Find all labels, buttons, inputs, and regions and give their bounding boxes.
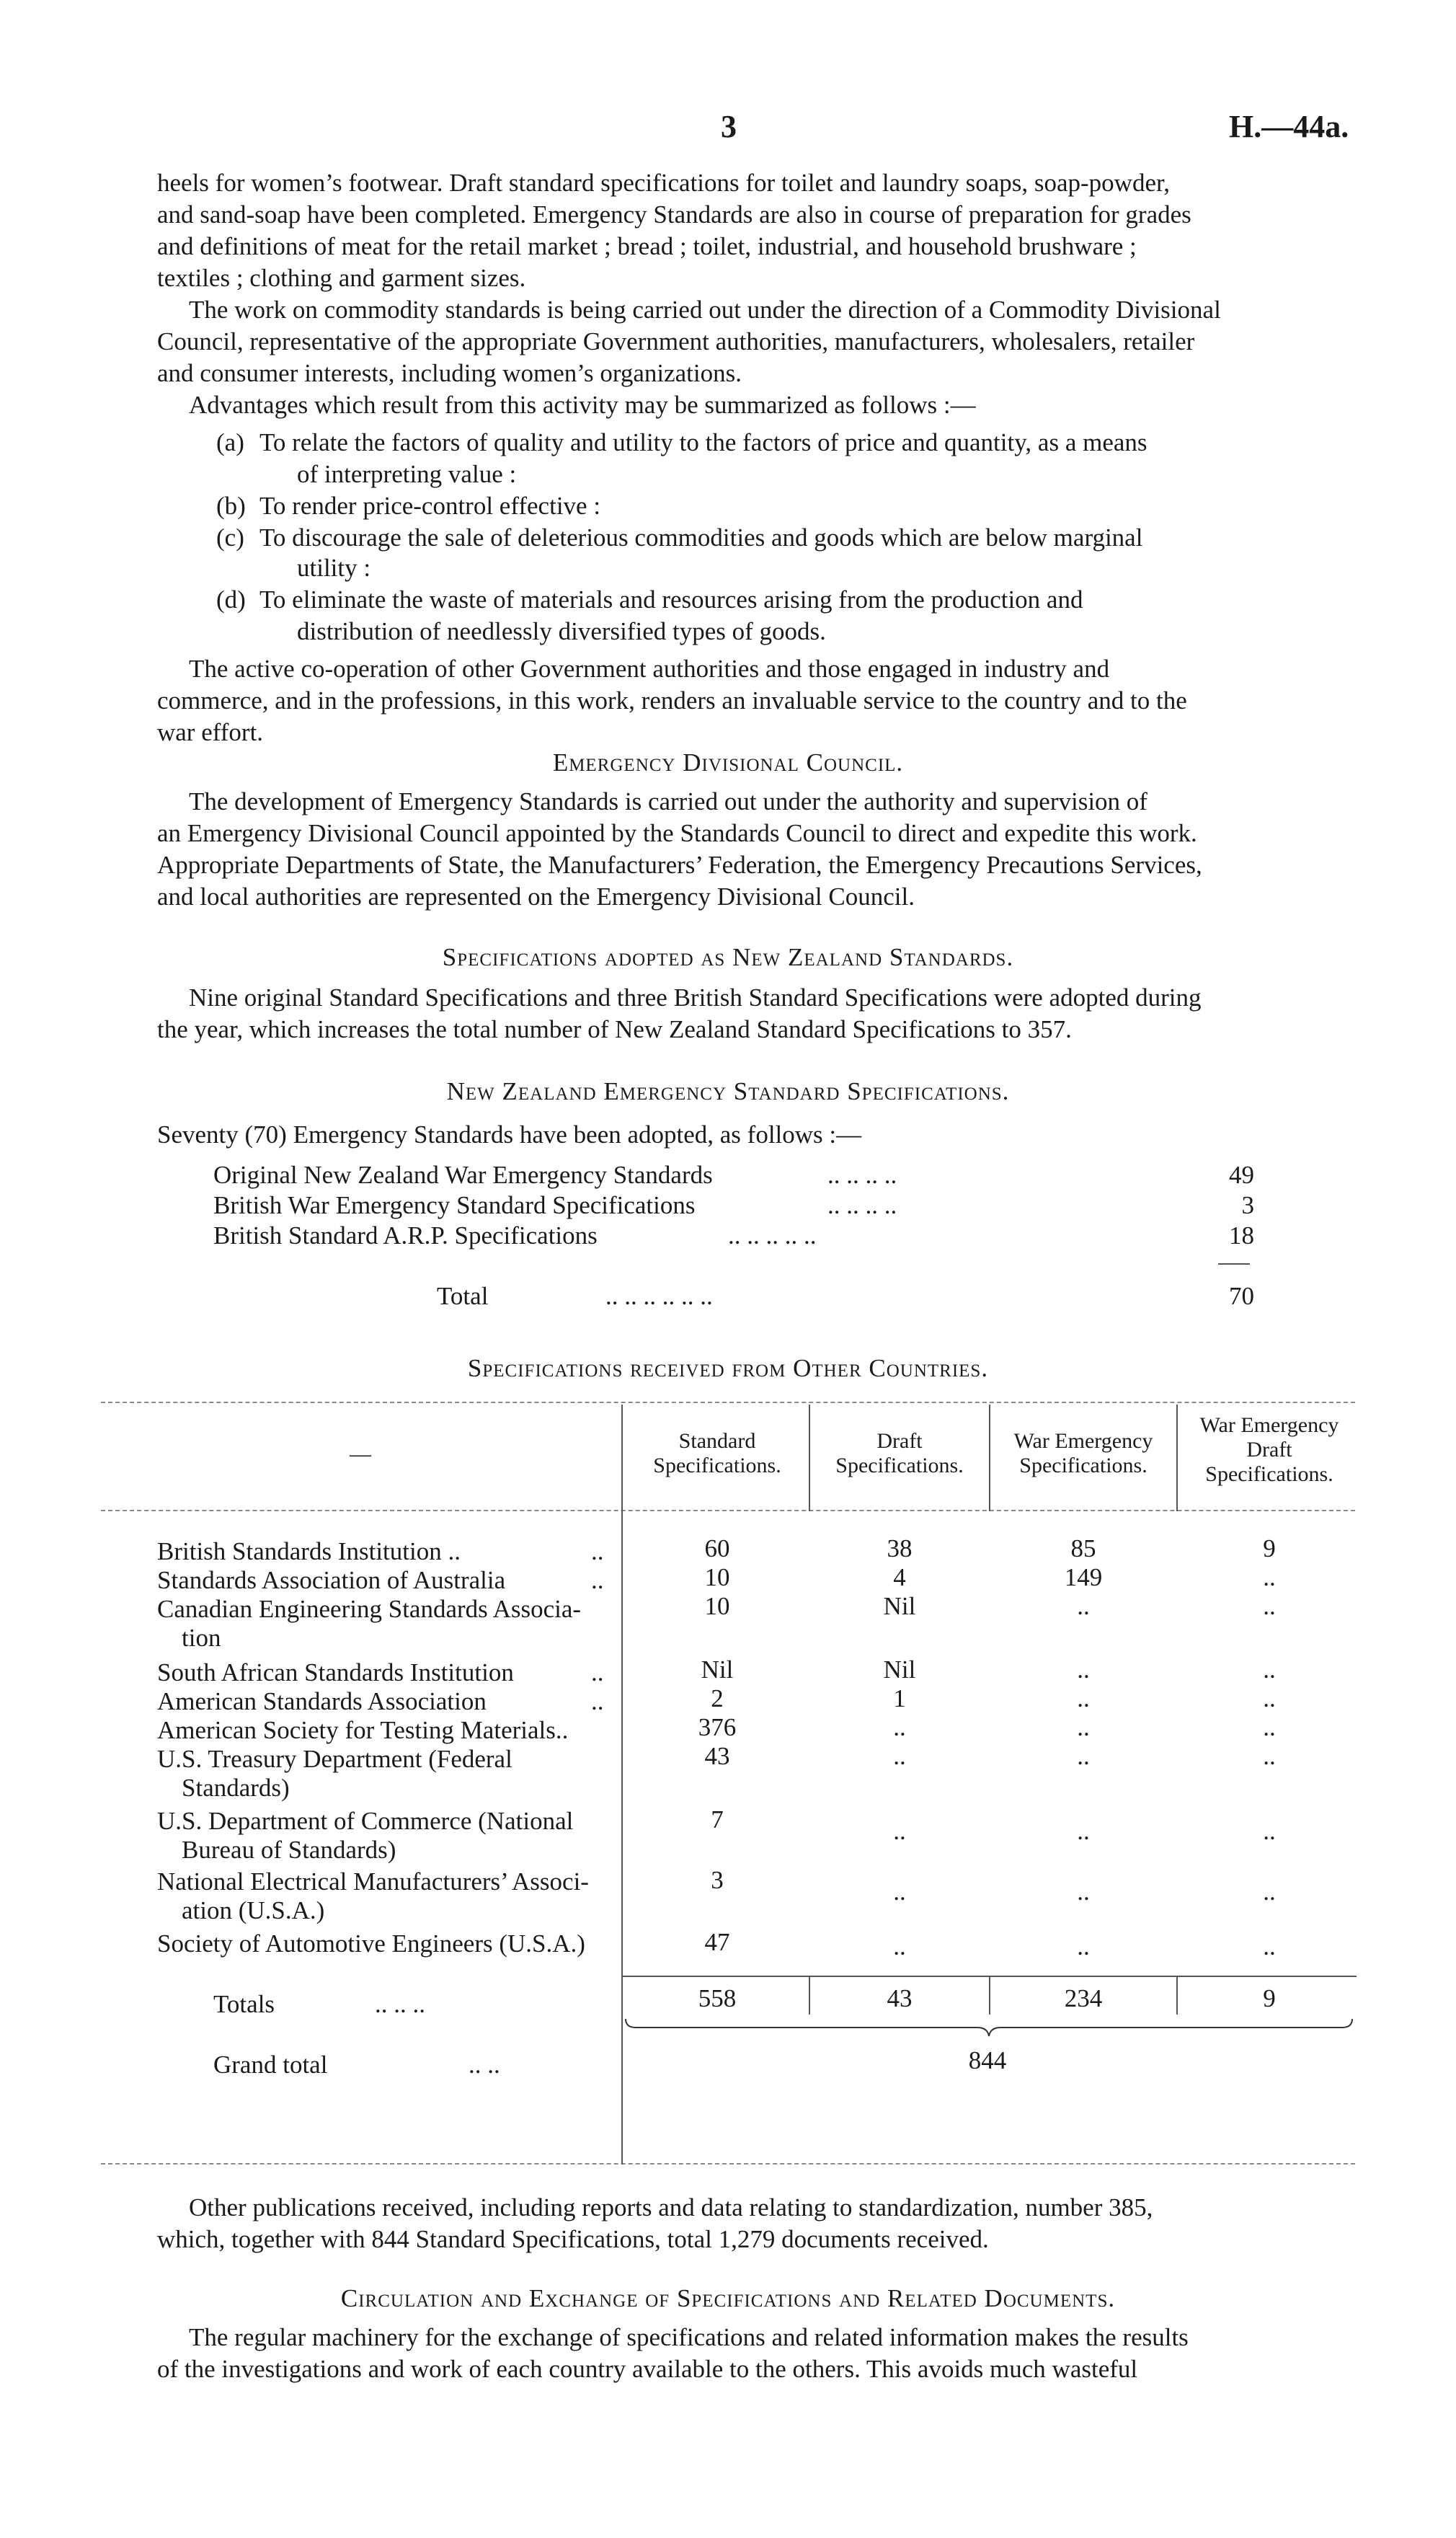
leader-dots: .. .. .. .. .. ..	[605, 1282, 713, 1310]
column-header-blank: —	[350, 1442, 371, 1466]
leader-dots: .. ..	[469, 2051, 500, 2079]
row-label: South African Standards Institution	[157, 1658, 514, 1686]
row-label-continued: Standards)	[182, 1774, 290, 1802]
cell-war-draft: ..	[1263, 1817, 1276, 1845]
paragraph-line: The development of Emergency Standards is carried out under the authority and supervision of	[189, 787, 1148, 815]
list-item-text: To render price-control effective :	[259, 492, 601, 520]
paragraph-line: textiles ; clothing and garment sizes.	[157, 264, 526, 292]
list-item-text: of interpreting value :	[297, 460, 517, 488]
list-item-text: distribution of needlessly diversified types of goods.	[297, 617, 826, 645]
list-item-text: To relate the factors of quality and utility to the factors of price and quantity, as a means	[259, 428, 1148, 456]
table-header-rule	[101, 1510, 1355, 1511]
grand-total-brace	[621, 2016, 1357, 2045]
section-heading: Emergency Divisional Council.	[552, 748, 904, 777]
leader-dots: .. .. .. .. ..	[728, 1221, 817, 1250]
page-number: 3	[721, 109, 737, 144]
totals-rule	[621, 1976, 1357, 1977]
paragraph-line: an Emergency Divisional Council appointed by the Standards Council to direct and expedite this work.	[157, 819, 1197, 847]
total-war-draft: 9	[1263, 1984, 1276, 2012]
document-reference: H.—44a.	[1229, 109, 1349, 144]
cell-draft: ..	[893, 1878, 906, 1906]
row-label: American Standards Association	[157, 1687, 487, 1715]
total-war: 234	[1064, 1984, 1103, 2012]
list-label: (c)	[216, 523, 244, 552]
section-heading: Circulation and Exchange of Specifications and Related Documents.	[340, 2284, 1116, 2312]
paragraph-line: Council, representative of the appropriate Government authorities, manufacturers, wholesalers, retailer	[157, 327, 1195, 355]
cell-standard: 10	[704, 1592, 730, 1620]
cell-war: ..	[1077, 1742, 1090, 1770]
cell-draft: Nil	[883, 1592, 916, 1620]
list-label: (a)	[216, 428, 244, 456]
paragraph-line: and consumer interests, including women’s organizations.	[157, 359, 742, 387]
leader-dots: ..	[591, 1687, 604, 1715]
row-label: U.S. Department of Commerce (National	[157, 1807, 574, 1835]
cell-standard: Nil	[701, 1655, 734, 1684]
leader-dots: ..	[591, 1566, 604, 1594]
paragraph-line: The work on commodity standards is being carried out under the direction of a Commodity Divisional	[189, 296, 1221, 324]
cell-war: ..	[1077, 1932, 1090, 1960]
cell-draft: 38	[887, 1534, 913, 1562]
summary-row-label: British War Emergency Standard Specifications	[213, 1191, 696, 1219]
totals-label: Totals	[213, 1990, 275, 2018]
total-value: 70	[1229, 1282, 1254, 1310]
row-label: Standards Association of Australia	[157, 1566, 506, 1594]
paragraph-line: the year, which increases the total number of New Zealand Standard Specifications to 357.	[157, 1015, 1072, 1043]
list-item-text: utility :	[297, 554, 371, 582]
paragraph-line: commerce, and in the professions, in this work, renders an invaluable service to the country and to the	[157, 686, 1187, 715]
column-divider	[989, 1977, 990, 2015]
summary-row-label: Original New Zealand War Emergency Standards	[213, 1161, 713, 1189]
table-top-rule	[101, 1402, 1355, 1403]
column-divider	[621, 1405, 623, 2165]
cell-standard: 3	[711, 1866, 724, 1894]
cell-draft: ..	[893, 1932, 906, 1960]
total-draft: 43	[887, 1984, 913, 2012]
cell-war: ..	[1077, 1592, 1090, 1620]
column-header-draft: Draft Specifications.	[835, 1429, 964, 1477]
row-label: Society of Automotive Engineers (U.S.A.)	[157, 1929, 585, 1958]
cell-war-draft: ..	[1263, 1878, 1276, 1906]
row-label-continued: Bureau of Standards)	[182, 1836, 396, 1864]
cell-draft: 4	[893, 1563, 906, 1591]
row-label: British Standards Institution ..	[157, 1537, 461, 1565]
leader-dots: ..	[591, 1537, 604, 1565]
cell-war-draft: ..	[1263, 1655, 1276, 1684]
list-item-text: To eliminate the waste of materials and resources arising from the production and	[259, 585, 1083, 614]
paragraph-line: Seventy (70) Emergency Standards have been adopted, as follows :—	[157, 1120, 862, 1149]
column-header-standard: Standard Specifications.	[653, 1429, 781, 1477]
list-label: (d)	[216, 585, 246, 614]
column-divider	[809, 1977, 810, 2015]
cell-war-draft: ..	[1263, 1932, 1276, 1960]
column-divider	[989, 1405, 990, 1511]
paragraph-line: Appropriate Departments of State, the Manufacturers’ Federation, the Emergency Precautions Services,	[157, 851, 1202, 879]
cell-war: ..	[1077, 1655, 1090, 1684]
cell-draft: 1	[893, 1684, 906, 1712]
summary-row-value: 49	[1229, 1161, 1254, 1189]
row-label-continued: tion	[182, 1624, 221, 1652]
row-label: American Society for Testing Materials..	[157, 1716, 569, 1744]
paragraph-line: Nine original Standard Specifications and three British Standard Specifications were adopted during	[189, 983, 1202, 1012]
cell-war-draft: ..	[1263, 1592, 1276, 1620]
section-heading: Specifications received from Other Countries.	[467, 1354, 989, 1382]
cell-war: ..	[1077, 1713, 1090, 1741]
paragraph-line: war effort.	[157, 718, 264, 746]
paragraph-line: which, together with 844 Standard Specifications, total 1,279 documents received.	[157, 2225, 989, 2253]
row-label: U.S. Treasury Department (Federal	[157, 1745, 512, 1773]
cell-standard: 43	[704, 1742, 730, 1770]
paragraph-line: and definitions of meat for the retail market ; bread ; toilet, industrial, and household brushware ;	[157, 232, 1137, 260]
cell-war-draft: ..	[1263, 1742, 1276, 1770]
cell-war-draft: ..	[1263, 1713, 1276, 1741]
paragraph-line: of the investigations and work of each country available to the others. This avoids much wasteful	[157, 2355, 1138, 2383]
cell-standard: 47	[704, 1928, 730, 1956]
column-header-war-emergency: War Emergency Specifications.	[1013, 1429, 1153, 1477]
cell-war-draft: ..	[1263, 1684, 1276, 1712]
leader-dots: .. .. ..	[375, 1990, 425, 2018]
leader-dots: .. .. .. ..	[827, 1161, 897, 1189]
paragraph-line: The active co-operation of other Government authorities and those engaged in industry and	[189, 655, 1110, 683]
summary-row-value: 18	[1229, 1221, 1254, 1250]
section-heading: Specifications adopted as New Zealand Standards.	[442, 943, 1014, 971]
column-divider	[809, 1405, 810, 1511]
list-label: (b)	[216, 492, 246, 520]
list-item-text: To discourage the sale of deleterious commodities and goods which are below marginal	[259, 523, 1143, 552]
total-standard: 558	[698, 1984, 737, 2012]
cell-war-draft: ..	[1263, 1563, 1276, 1591]
summary-row-value: 3	[1241, 1191, 1254, 1219]
advantages-intro: Advantages which result from this activity may be summarized as follows :—	[189, 391, 976, 419]
column-header-war-emergency-draft: War Emergency Draft Specifications.	[1199, 1413, 1339, 1486]
leader-dots: .. .. .. ..	[827, 1191, 897, 1219]
cell-standard: 60	[704, 1534, 730, 1562]
table-bottom-rule	[101, 2163, 1355, 2165]
cell-war-draft: 9	[1263, 1534, 1276, 1562]
summary-row-label: British Standard A.R.P. Specifications	[213, 1221, 598, 1250]
paragraph-line: and local authorities are represented on the Emergency Divisional Council.	[157, 883, 915, 911]
column-divider	[1176, 1977, 1178, 2015]
paragraph-line: heels for women’s footwear. Draft standard specifications for toilet and laundry soaps, soap-powder,	[157, 169, 1170, 197]
cell-draft: ..	[893, 1713, 906, 1741]
cell-standard: 10	[704, 1563, 730, 1591]
cell-draft: ..	[893, 1742, 906, 1770]
cell-war: ..	[1077, 1684, 1090, 1712]
column-divider	[1176, 1405, 1178, 1511]
cell-standard: 2	[711, 1684, 724, 1712]
leader-dots: ..	[591, 1658, 604, 1686]
paragraph-line: The regular machinery for the exchange of specifications and related information makes the results	[189, 2323, 1189, 2351]
cell-war: ..	[1077, 1878, 1090, 1906]
total-rule	[1218, 1263, 1250, 1265]
cell-standard: 7	[711, 1805, 724, 1834]
grand-total-label: Grand total	[213, 2051, 328, 2079]
cell-war: 85	[1070, 1534, 1096, 1562]
cell-war: 149	[1064, 1563, 1103, 1591]
paragraph-line: Other publications received, including reports and data relating to standardization, number 385,	[189, 2193, 1153, 2221]
total-label: Total	[437, 1282, 489, 1310]
paragraph-line: and sand-soap have been completed. Emergency Standards are also in course of preparation for grades	[157, 200, 1191, 229]
cell-war: ..	[1077, 1817, 1090, 1845]
row-label-continued: ation (U.S.A.)	[182, 1896, 325, 1924]
cell-standard: 376	[698, 1713, 737, 1741]
row-label: National Electrical Manufacturers’ Associ-	[157, 1867, 589, 1896]
cell-draft: ..	[893, 1817, 906, 1845]
cell-draft: Nil	[883, 1655, 916, 1684]
row-label: Canadian Engineering Standards Associa-	[157, 1595, 582, 1623]
grand-total-value: 844	[968, 2046, 1007, 2074]
section-heading: New Zealand Emergency Standard Specifications.	[446, 1077, 1010, 1105]
